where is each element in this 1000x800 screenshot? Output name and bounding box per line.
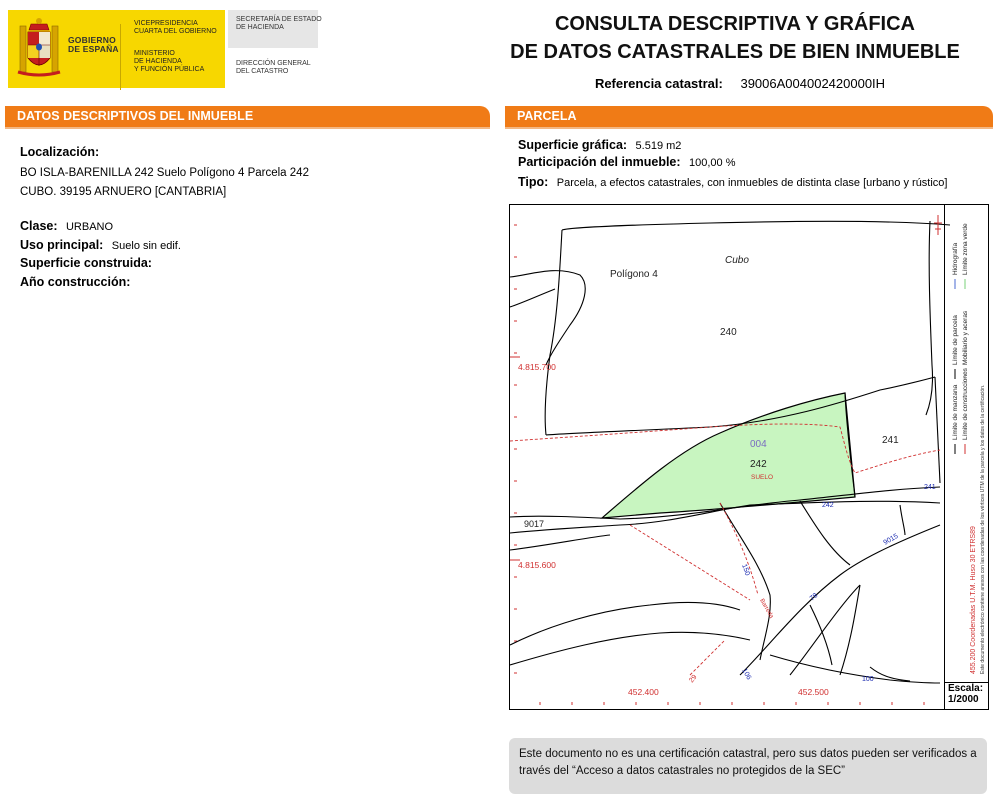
localizacion-line2: CUBO. 39195 ARNUERO [CANTABRIA] [20, 186, 227, 198]
participacion-value: 100,00 % [689, 157, 736, 169]
footer-line2: través del “Acceso a datos catastrales no protegidos de la SEC” [519, 765, 846, 777]
ministerio-label: MINISTERIO DE HACIENDA Y FUNCIÓN PÚBLICA [134, 50, 205, 73]
vicepresidencia-label: VICEPRESIDENCIA CUARTA DEL GOBIERNO [134, 20, 217, 35]
referencia-label: Referencia catastral: [594, 76, 723, 91]
gobierno-label: GOBIERNO DE ESPAÑA [68, 35, 119, 54]
legend-limite-construcciones: Límite de construcciones [962, 368, 969, 440]
parcel-242 [602, 393, 855, 518]
legend-mobiliario: Mobiliario y aceras [962, 310, 969, 365]
scale-box [944, 682, 989, 710]
map-drawing [510, 205, 988, 709]
map-label-106: 106 [740, 667, 753, 682]
clase-value: URBANO [65, 221, 114, 233]
gobierno-logo-block [8, 10, 225, 88]
uso-row [20, 236, 181, 254]
map-coord-y2: 4.815.600 [518, 560, 556, 570]
scale-label: Escala: [948, 683, 984, 694]
map-coord-y1: 4.815.700 [518, 362, 556, 372]
bar-underline [505, 127, 993, 129]
map-label-9017: 9017 [524, 519, 545, 529]
localizacion-label: Localización: [20, 145, 100, 159]
participacion-row [518, 153, 735, 171]
clase-row [20, 217, 113, 235]
map-label-cubo: Cubo [725, 255, 749, 266]
legend-limite-manzana: Límite de manzana [952, 384, 959, 440]
superficie-grafica-row [518, 136, 681, 154]
uso-label: Uso principal: [20, 238, 104, 252]
legend-hidrografia: Hidrografía [952, 242, 959, 275]
map-coord-x2: 452.500 [798, 687, 829, 697]
map-label-barreda: Barreda [758, 598, 775, 620]
footer-notice [509, 738, 987, 794]
tipo-row [518, 173, 948, 191]
map-legend-drawing [945, 204, 990, 682]
tipo-value: Parcela, a efectos catastrales, con inmuebles de distinta clase [urbano y rústico] [556, 177, 948, 189]
participacion-label: Participación del inmueble: [518, 155, 681, 169]
map-label-242b: 242 [822, 502, 834, 509]
north-arrow-icon [934, 215, 942, 235]
uso-value: Suelo sin edif. [111, 240, 181, 252]
secretaria-label: SECRETARÍA DE ESTADO DE HACIENDA [236, 16, 322, 31]
map-label-241b: 241 [924, 484, 936, 491]
map-label-150: 150 [740, 563, 751, 577]
datos-descriptivos-bar: DATOS DESCRIPTIVOS DEL INMUEBLE [5, 106, 490, 127]
map-label-9015: 9015 [882, 532, 900, 547]
map-label-241: 241 [882, 435, 899, 446]
legend-coordinates: 455.200 Coordenadas U.T.M. Huso 30 ETRS89 [970, 526, 977, 674]
map-label-poligono: Polígono 4 [610, 269, 658, 280]
legend-note: Este documento electrónico contiene anexos con las coordenadas de los vértices UTM de la parcela y los datos de la certificación. [980, 384, 986, 674]
legend-zona-verde: Límite zona verde [962, 223, 969, 275]
logo-divider [120, 24, 121, 90]
cadastral-map[interactable] [509, 204, 989, 710]
legend-limite-parcela: Límite de parcela [952, 315, 959, 365]
map-label-242: 242 [750, 459, 767, 470]
anio-construccion-label: Año construcción: [20, 275, 131, 289]
footer-line1: Este documento no es una certificación catastral, pero sus datos pueden ser verificados a [519, 748, 977, 760]
map-legend [944, 204, 990, 682]
superficie-grafica-value: 5.519 m2 [635, 140, 682, 152]
parcela-bar: PARCELA [505, 106, 993, 127]
referencia-catastral [520, 76, 960, 91]
map-label-240: 240 [720, 327, 737, 338]
map-label-78: 78 [808, 592, 820, 603]
superficie-grafica-label: Superficie gráfica: [518, 138, 628, 152]
direccion-catastro-label: DIRECCIÓN GENERAL DEL CATASTRO [236, 60, 311, 75]
clase-label: Clase: [20, 219, 58, 233]
map-label-100: 100 [862, 676, 874, 683]
map-label-004: 004 [750, 439, 767, 450]
map-label-29: 29 [688, 673, 699, 685]
referencia-value: 39006A004002420000IH [740, 76, 886, 91]
localizacion-line1: BO ISLA-BARENILLA 242 Suelo Polígono 4 Parcela 242 [20, 167, 309, 179]
map-coord-x1: 452.400 [628, 687, 659, 697]
coat-of-arms-icon [16, 16, 62, 82]
tipo-label: Tipo: [518, 175, 549, 189]
map-label-suelo: SUELO [751, 474, 774, 481]
scale-value: 1/2000 [948, 694, 979, 705]
superficie-construida-label: Superficie construida: [20, 256, 152, 270]
document-title: CONSULTA DESCRIPTIVA Y GRÁFICA DE DATOS CATASTRALES DE BIEN INMUEBLE [510, 13, 960, 63]
bar-underline [5, 127, 490, 129]
